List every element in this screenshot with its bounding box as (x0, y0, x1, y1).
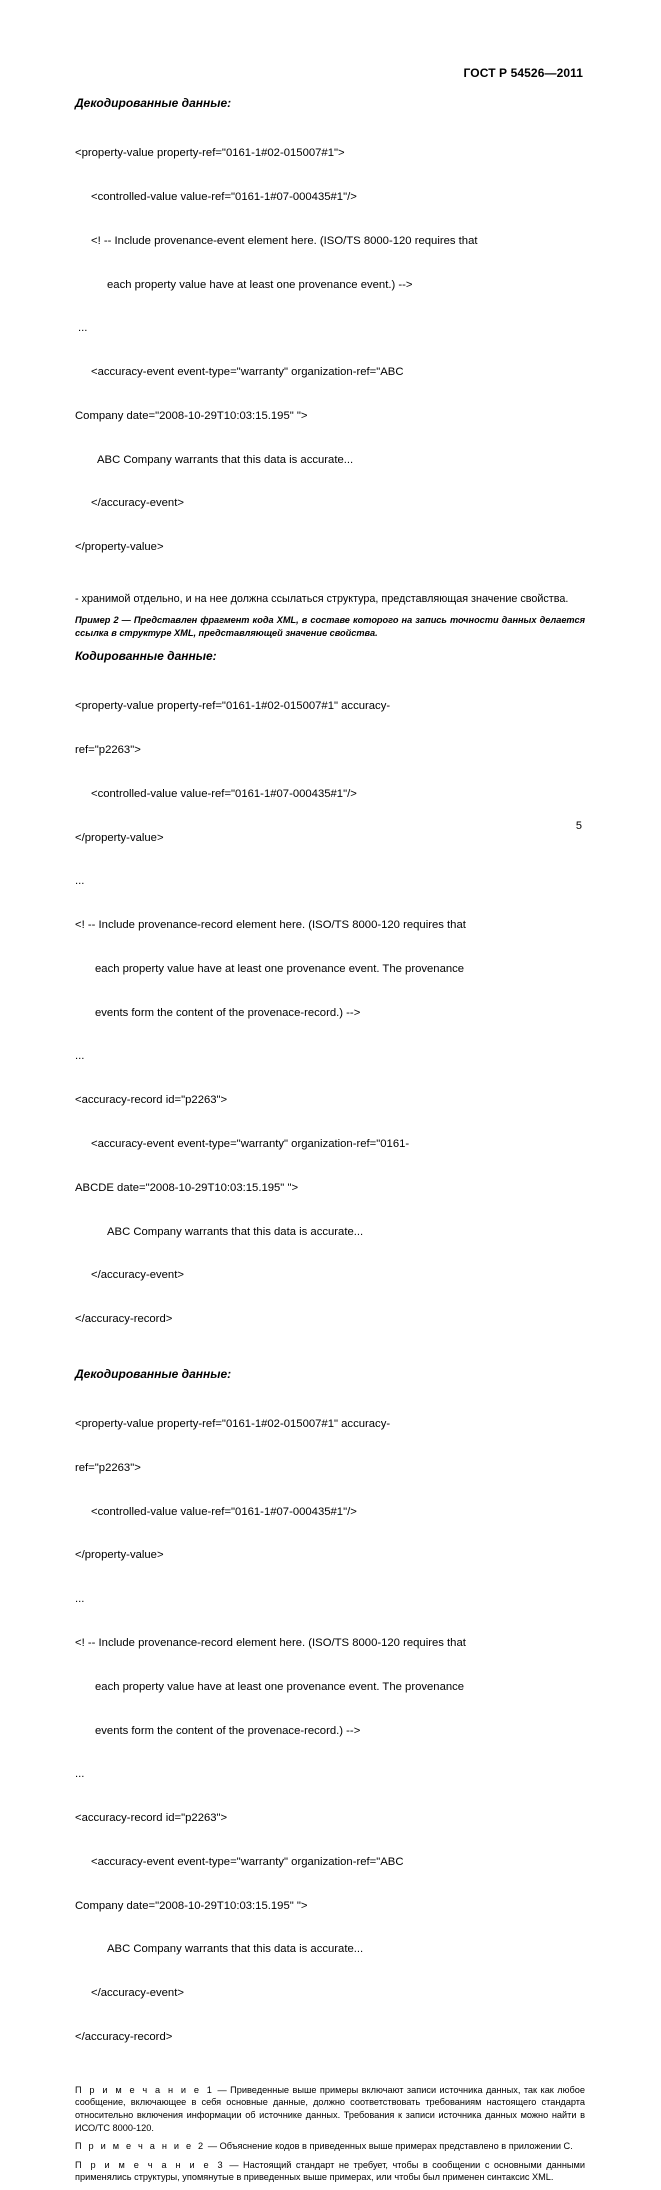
code-line: <property-value property-ref="0161-1#02-015007#1" accuracy- (75, 700, 391, 713)
code-line: events form the content of the provenace-record.) --> (95, 1724, 361, 1737)
code-line: ref="p2263"> (75, 1461, 141, 1474)
code-line: ... (78, 322, 88, 335)
body-paragraph: - хранимой отдельно, и на нее должна ссылаться структура, представляющая значение свойства. (75, 593, 569, 605)
example-2-caption: Пример 2 — Представлен фрагмент кода XML, в составе которого на запись точности данных делается ссылка в структуре XML, представляющей значение свойства. (75, 615, 585, 638)
code-line: ABC Company warrants that this data is accurate... (107, 1943, 364, 1956)
code-line: Company date="2008-10-29T10:03:15.195" "> (75, 1899, 308, 1912)
code-line: events form the content of the provenace-record.) --> (95, 1006, 361, 1019)
page-number: 5 (575, 820, 582, 832)
code-line: ... (75, 1593, 85, 1606)
code-line: ... (75, 1050, 85, 1063)
code-line: <accuracy-event event-type="warranty" organization-ref="ABC (91, 366, 404, 379)
page-content (75, 93, 585, 2190)
code-line: <controlled-value value-ref="0161-1#07-000435#1"/> (91, 787, 357, 800)
code-line: </accuracy-event> (91, 497, 184, 510)
note-3 (75, 2159, 585, 2184)
section-heading-decoded-1: Декодированные данные: (75, 96, 232, 110)
code-line: each property value have at least one provenance event.) --> (107, 278, 413, 291)
code-line: each property value have at least one provenance event. The provenance (95, 1680, 465, 1693)
note-text: — Приведенные выше примеры включают записи источника данных, так как любое сообщение, включающее в себя основные данные, должно соответствовать требованиям настоящего стандарта относительно включения информации об источнике данных. Требования к записи источника данных можно найти в ИСО/ТС 8000-120. (75, 2084, 585, 2133)
code-line: <accuracy-record id="p2263"> (75, 1094, 228, 1107)
code-line: ... (75, 875, 85, 888)
section-heading-decoded-2: Декодированные данные: (75, 1366, 232, 1381)
code-line: <property-value property-ref="0161-1#02-015007#1"> (75, 147, 345, 160)
code-line: ABCDE date="2008-10-29T10:03:15.195" "> (75, 1181, 299, 1194)
code-line: ABC Company warrants that this data is accurate... (97, 453, 354, 466)
code-line: <controlled-value value-ref="0161-1#07-000435#1"/> (91, 190, 357, 203)
code-block-3 (75, 1388, 585, 2074)
code-block-1 (75, 117, 585, 584)
note-label: П р и м е ч а н и е 1 (75, 2084, 215, 2095)
document-id-header: ГОСТ Р 54526—2011 (463, 66, 583, 80)
code-line: ... (75, 1768, 85, 1781)
code-line: <! -- Include provenance-record element here. (ISO/TS 8000-120 requires that (75, 1637, 466, 1649)
code-line: ref="p2263"> (75, 743, 141, 756)
code-line: </accuracy-record> (75, 1313, 173, 1326)
code-line: </accuracy-event> (91, 1987, 184, 2000)
note-label: П р и м е ч а н и е 2 (75, 2141, 206, 2152)
code-line: </accuracy-record> (75, 2031, 173, 2044)
section-heading-encoded: Кодированные данные: (75, 649, 217, 663)
note-label: П р и м е ч а н и е 3 (75, 2159, 225, 2170)
code-line: <accuracy-event event-type="warranty" organization-ref="0161- (91, 1138, 410, 1150)
code-line: </property-value> (75, 1549, 164, 1562)
code-line: <! -- Include provenance-record element here. (ISO/TS 8000-120 requires that (75, 919, 466, 932)
code-line: <accuracy-record id="p2263"> (75, 1812, 228, 1825)
code-line: </accuracy-event> (91, 1269, 184, 1282)
code-line: </property-value> (75, 541, 164, 554)
code-line: <! -- Include provenance-event element here. (ISO/TS 8000-120 requires that (91, 234, 478, 247)
code-line: each property value have at least one provenance event. The provenance (95, 962, 465, 975)
code-line: <accuracy-event event-type="warranty" organization-ref="ABC (91, 1855, 404, 1868)
note-1 (75, 2084, 585, 2134)
note-2 (75, 2140, 585, 2153)
code-line: </property-value> (75, 831, 164, 844)
code-line: <controlled-value value-ref="0161-1#07-000435#1"/> (91, 1505, 357, 1518)
code-line: <property-value property-ref="0161-1#02-015007#1" accuracy- (75, 1418, 391, 1431)
code-line: ABC Company warrants that this data is accurate... (107, 1225, 364, 1238)
code-line: Company date="2008-10-29T10:03:15.195" "> (75, 409, 308, 422)
note-text: — Настоящий стандарт не требует, чтобы в сообщении с основными данными применялись структуры, упомянутые в приведенных выше примерах, или чтобы был применен синтаксис XML. (75, 2159, 585, 2183)
note-text: — Объяснение кодов в приведенных выше примерах представлено в приложении С. (205, 2141, 573, 2152)
code-block-2 (75, 670, 585, 1356)
